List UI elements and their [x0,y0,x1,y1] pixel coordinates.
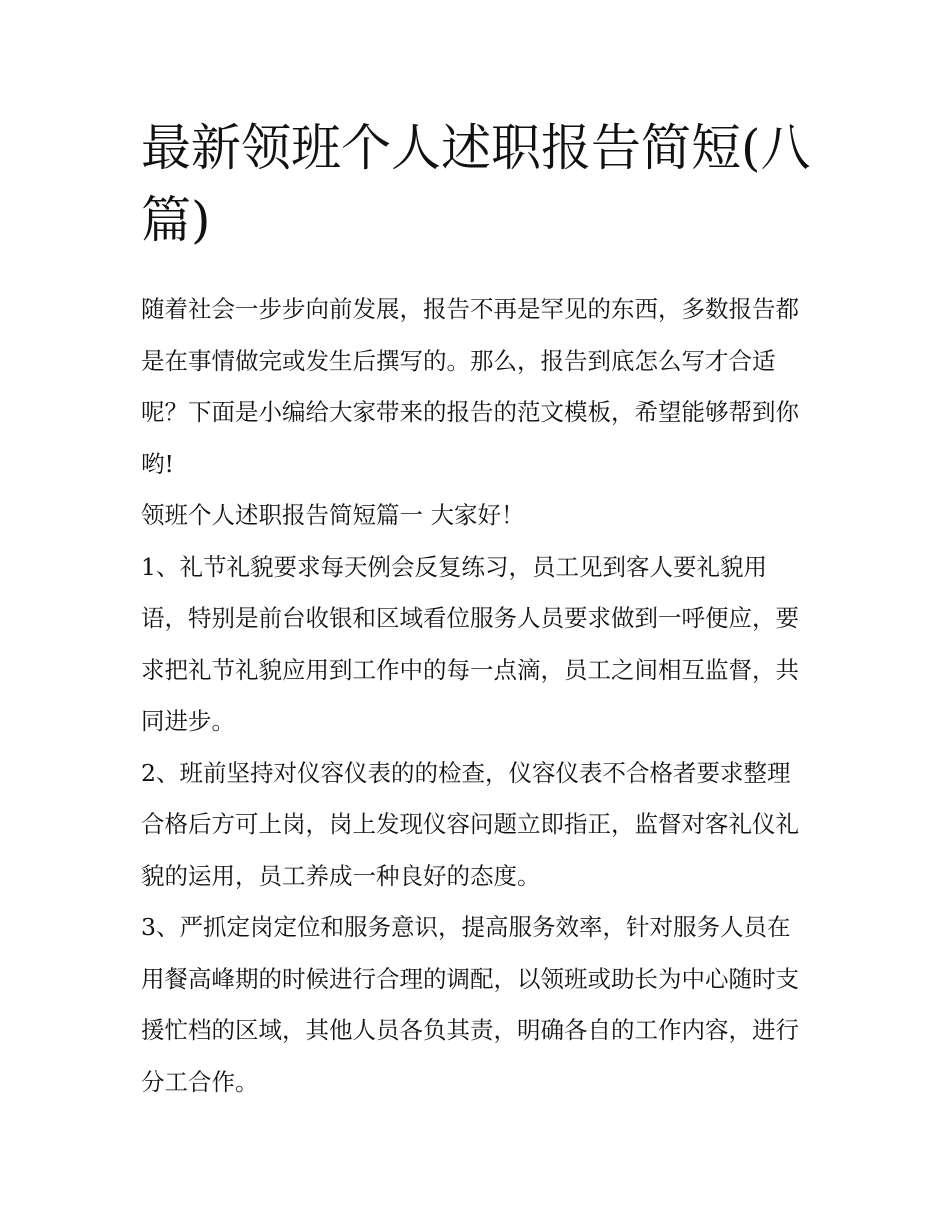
list-item-paragraph: 1、礼节礼貌要求每天例会反复练习，员工见到客人要礼貌用语，特别是前台收银和区域看位服务人员要求做到一呼便应，要求把礼节礼貌应用到工作中的每一点滴，员工之间相互监督，共同进步。 [141,552,799,735]
list-item-paragraph: 2、班前坚持对仪容仪表的的检查，仪容仪表不合格者要求整理合格后方可上岗，岗上发现仪容问题立即指正，监督对客礼仪礼貌的运用，员工养成一种良好的态度。 [141,758,799,890]
section-heading-paragraph: 领班个人述职报告简短篇一 大家好！ [141,501,525,529]
document-body [141,112,813,1108]
document-title: 最新领班个人述职报告简短(八篇) [141,119,811,249]
list-item-paragraph: 3、严抓定岗定位和服务意识，提高服务效率，针对服务人员在用餐高峰期的时候进行合理的调配，以领班或助长为中心随时支援忙档的区域，其他人员各负其责，明确各自的工作内容，进行分工合作。 [141,913,799,1096]
intro-paragraph: 随着社会一步步向前发展，报告不再是罕见的东西，多数报告都是在事情做完或发生后撰写的。那么，报告到底怎么写才合适呢？下面是小编给大家带来的报告的范文模板，希望能够帮到你哟! [141,295,799,478]
